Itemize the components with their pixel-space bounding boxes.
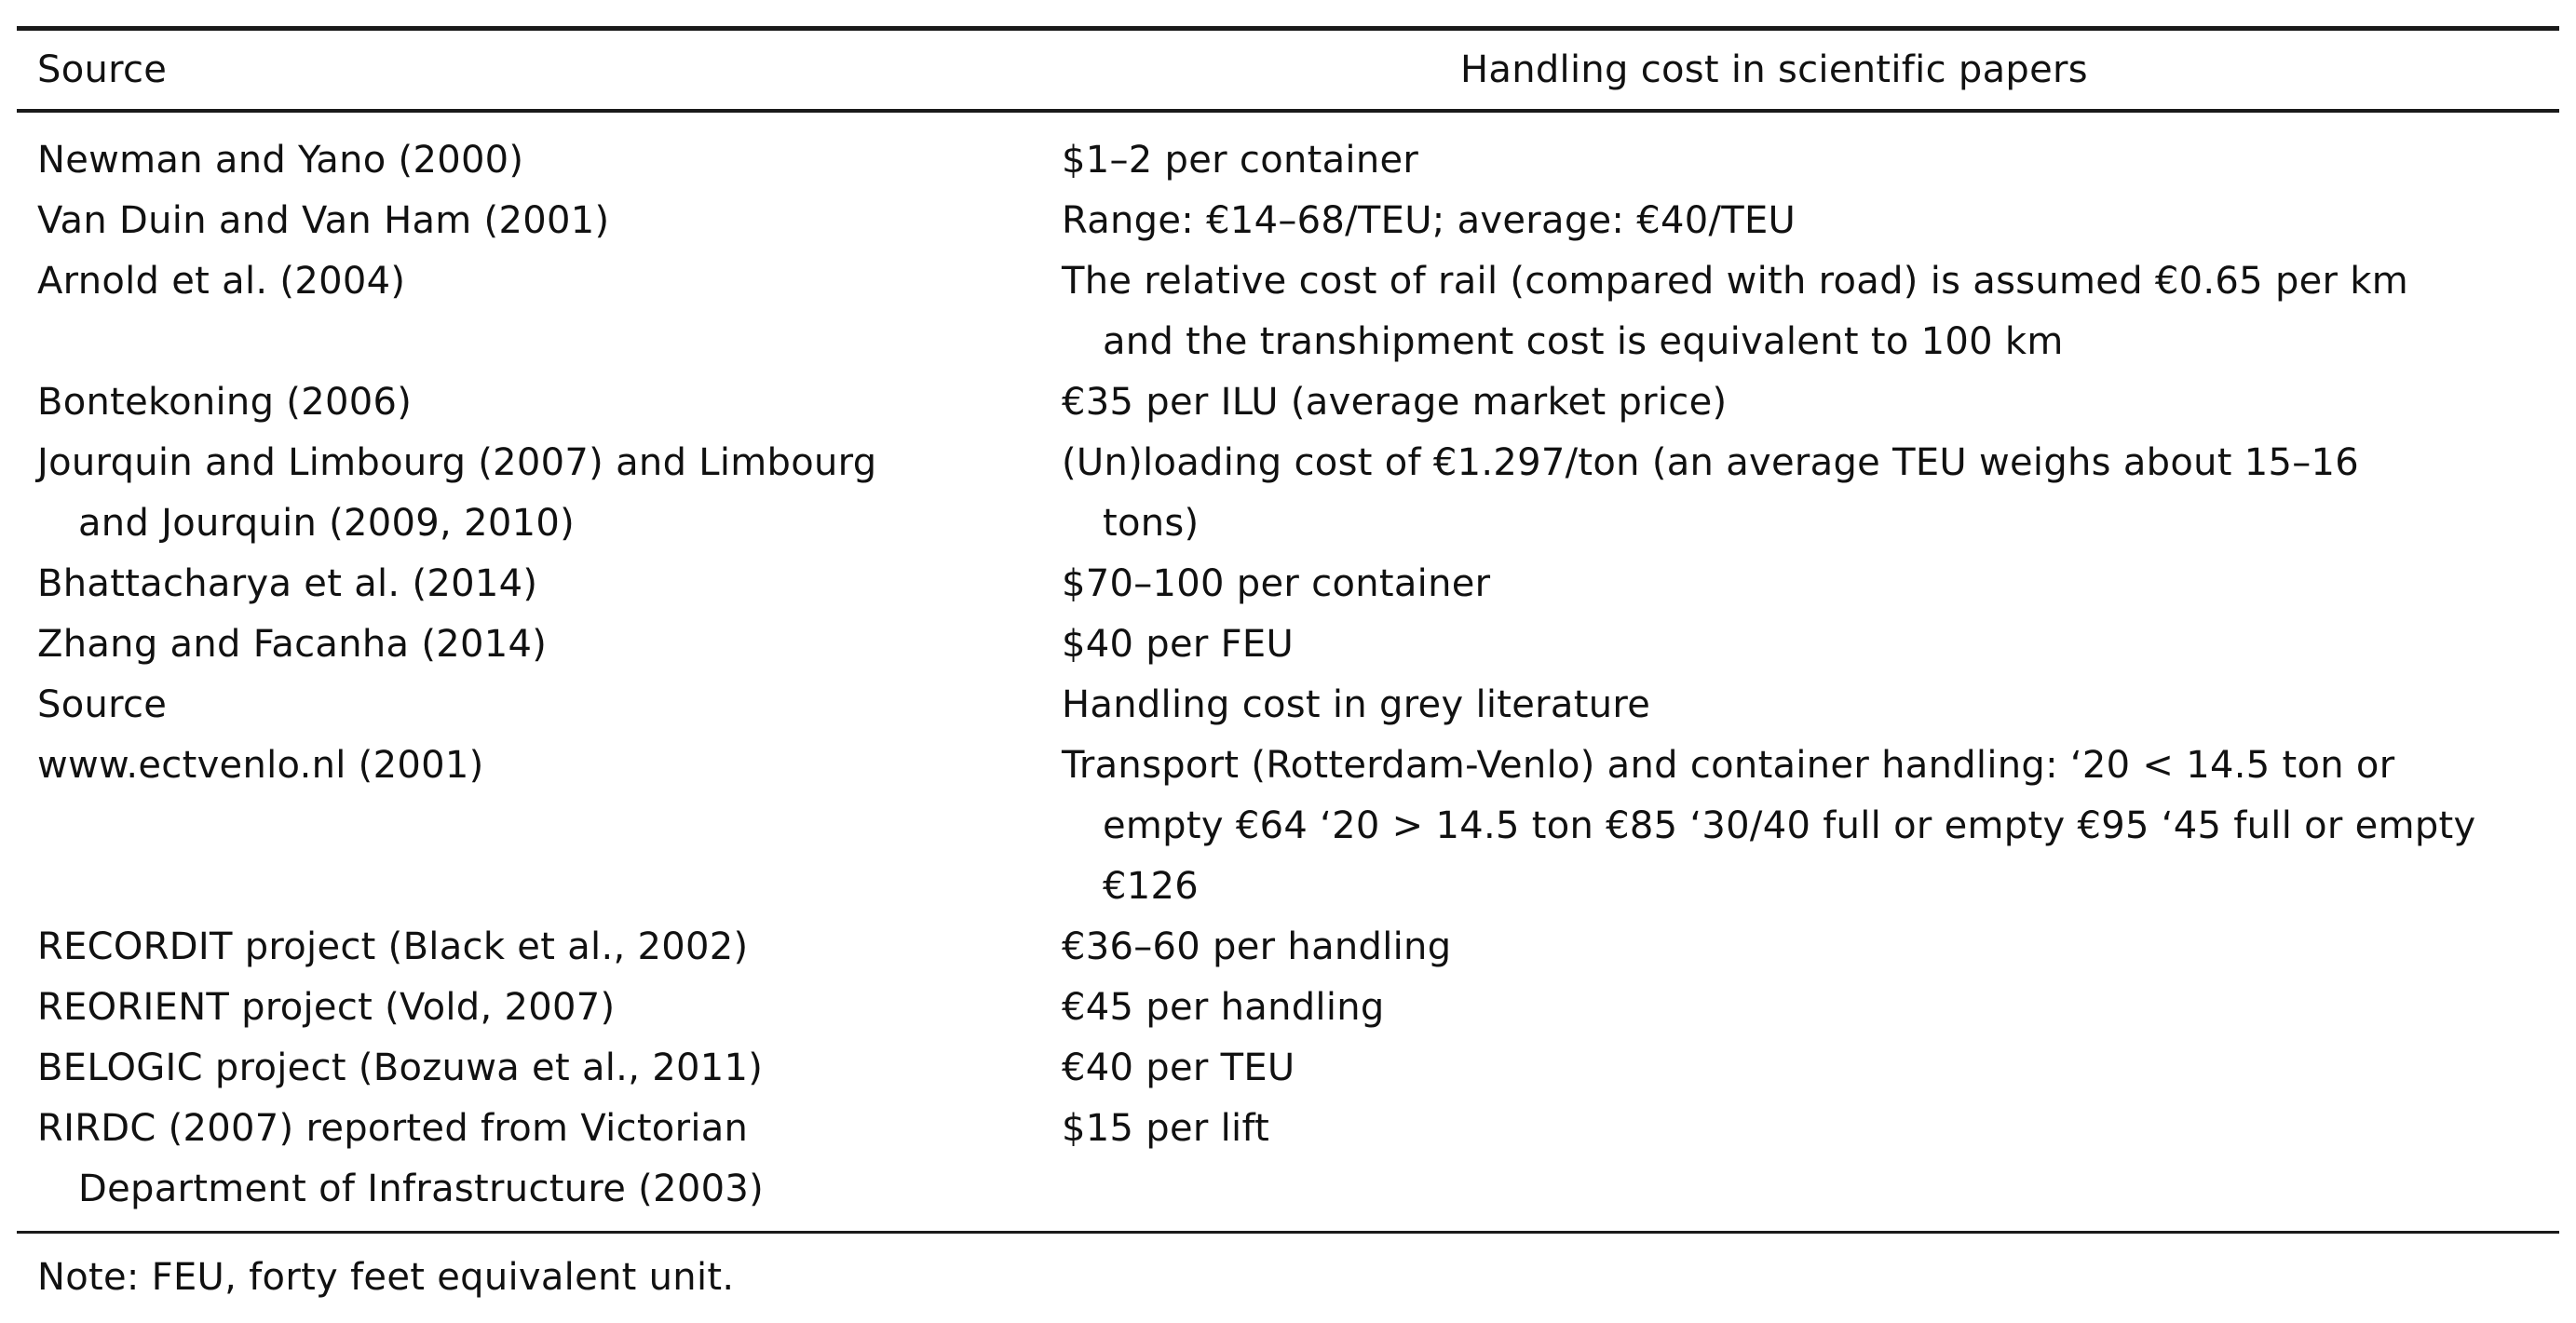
- source-cell: [37, 675, 1024, 736]
- table-row: [0, 251, 2576, 372]
- table-row: [0, 978, 2576, 1038]
- handling-cost-line: $40 per FEU: [1062, 623, 1295, 666]
- table-row: [0, 614, 2576, 675]
- table-row: [0, 130, 2576, 191]
- handling-cost-line: $15 per lift: [1062, 1107, 1270, 1150]
- handling-cost-cell: [1062, 1038, 2561, 1099]
- handling-cost-cell: [1062, 433, 2561, 554]
- table-body: [0, 130, 2576, 1220]
- source-cell: [37, 251, 1024, 312]
- handling-cost-cell: [1062, 251, 2561, 372]
- source-line: Arnold et al. (2004): [37, 260, 406, 303]
- handling-cost-cell: [1062, 917, 2561, 978]
- source-cell: [37, 1099, 1024, 1220]
- handling-cost-line: empty €64 ‘20 > 14.5 ton €85 ‘30/40 full or empty €95 ‘45 full or empty: [1103, 804, 2476, 847]
- handling-cost-line: €36–60 per handling: [1062, 925, 1452, 968]
- source-cell: [37, 554, 1024, 614]
- source-line: REORIENT project (Vold, 2007): [37, 986, 616, 1029]
- table-row: [0, 554, 2576, 614]
- header-source: Source: [37, 48, 168, 91]
- source-cell: [37, 130, 1024, 191]
- handling-cost-line: Transport (Rotterdam-Venlo) and container handling: ‘20 < 14.5 ton or: [1062, 744, 2395, 787]
- handling-cost-line: €126: [1103, 865, 1199, 908]
- source-line: Source: [37, 683, 168, 726]
- handling-cost-line: (Un)loading cost of €1.297/ton (an average TEU weighs about 15–16: [1062, 441, 2360, 484]
- table-note: Note: FEU, forty feet equivalent unit.: [37, 1256, 735, 1299]
- source-line: Zhang and Facanha (2014): [37, 623, 548, 666]
- table-row: [0, 191, 2576, 251]
- source-cell: [37, 917, 1024, 978]
- source-line: www.ectvenlo.nl (2001): [37, 744, 484, 787]
- table-row: [0, 917, 2576, 978]
- handling-cost-line: The relative cost of rail (compared with road) is assumed €0.65 per km: [1062, 260, 2409, 303]
- source-line: RECORDIT project (Black et al., 2002): [37, 925, 749, 968]
- handling-cost-cell: [1062, 978, 2561, 1038]
- source-cell: [37, 191, 1024, 251]
- table-row: [0, 675, 2576, 736]
- header-handling-cost: Handling cost in scientific papers: [1460, 48, 2088, 91]
- handling-cost-line: Range: €14–68/TEU; average: €40/TEU: [1062, 199, 1796, 242]
- source-cell: [37, 433, 1024, 554]
- handling-cost-line: $1–2 per container: [1062, 139, 1419, 182]
- source-line: BELOGIC project (Bozuwa et al., 2011): [37, 1046, 764, 1089]
- table-row: [0, 1038, 2576, 1099]
- handling-cost-cell: [1062, 554, 2561, 614]
- handling-cost-line: tons): [1103, 502, 1200, 545]
- handling-cost-cell: [1062, 736, 2561, 917]
- handling-cost-cell: [1062, 130, 2561, 191]
- handling-cost-line: €45 per handling: [1062, 986, 1385, 1029]
- table-row: [0, 433, 2576, 554]
- handling-cost-cell: [1062, 372, 2561, 433]
- source-line: Bhattacharya et al. (2014): [37, 562, 538, 605]
- table-header-row: [0, 31, 2576, 109]
- source-line: Jourquin and Limbourg (2007) and Limbourg: [37, 441, 877, 484]
- source-line: and Jourquin (2009, 2010): [78, 502, 575, 545]
- handling-cost-cell: [1062, 614, 2561, 675]
- source-cell: [37, 978, 1024, 1038]
- handling-cost-cell: [1062, 191, 2561, 251]
- handling-cost-line: $70–100 per container: [1062, 562, 1491, 605]
- handling-cost-line: and the transhipment cost is equivalent to 100 km: [1103, 320, 2064, 363]
- handling-cost-cell: [1062, 1099, 2561, 1159]
- source-line: RIRDC (2007) reported from Victorian: [37, 1107, 749, 1150]
- handling-cost-cell: [1062, 675, 2561, 736]
- handling-cost-line: €40 per TEU: [1062, 1046, 1295, 1089]
- source-cell: [37, 1038, 1024, 1099]
- table-row: [0, 1099, 2576, 1220]
- table-bottom-rule: [17, 1231, 2559, 1234]
- handling-cost-line: €35 per ILU (average market price): [1062, 381, 1728, 424]
- source-cell: [37, 614, 1024, 675]
- source-cell: [37, 736, 1024, 796]
- table-header-rule: [17, 109, 2559, 113]
- source-line: Bontekoning (2006): [37, 381, 413, 424]
- handling-cost-line: Handling cost in grey literature: [1062, 683, 1651, 726]
- source-line: Van Duin and Van Ham (2001): [37, 199, 610, 242]
- table-row: [0, 736, 2576, 917]
- table-row: [0, 372, 2576, 433]
- source-cell: [37, 372, 1024, 433]
- source-line: Newman and Yano (2000): [37, 139, 524, 182]
- source-line: Department of Infrastructure (2003): [78, 1168, 764, 1210]
